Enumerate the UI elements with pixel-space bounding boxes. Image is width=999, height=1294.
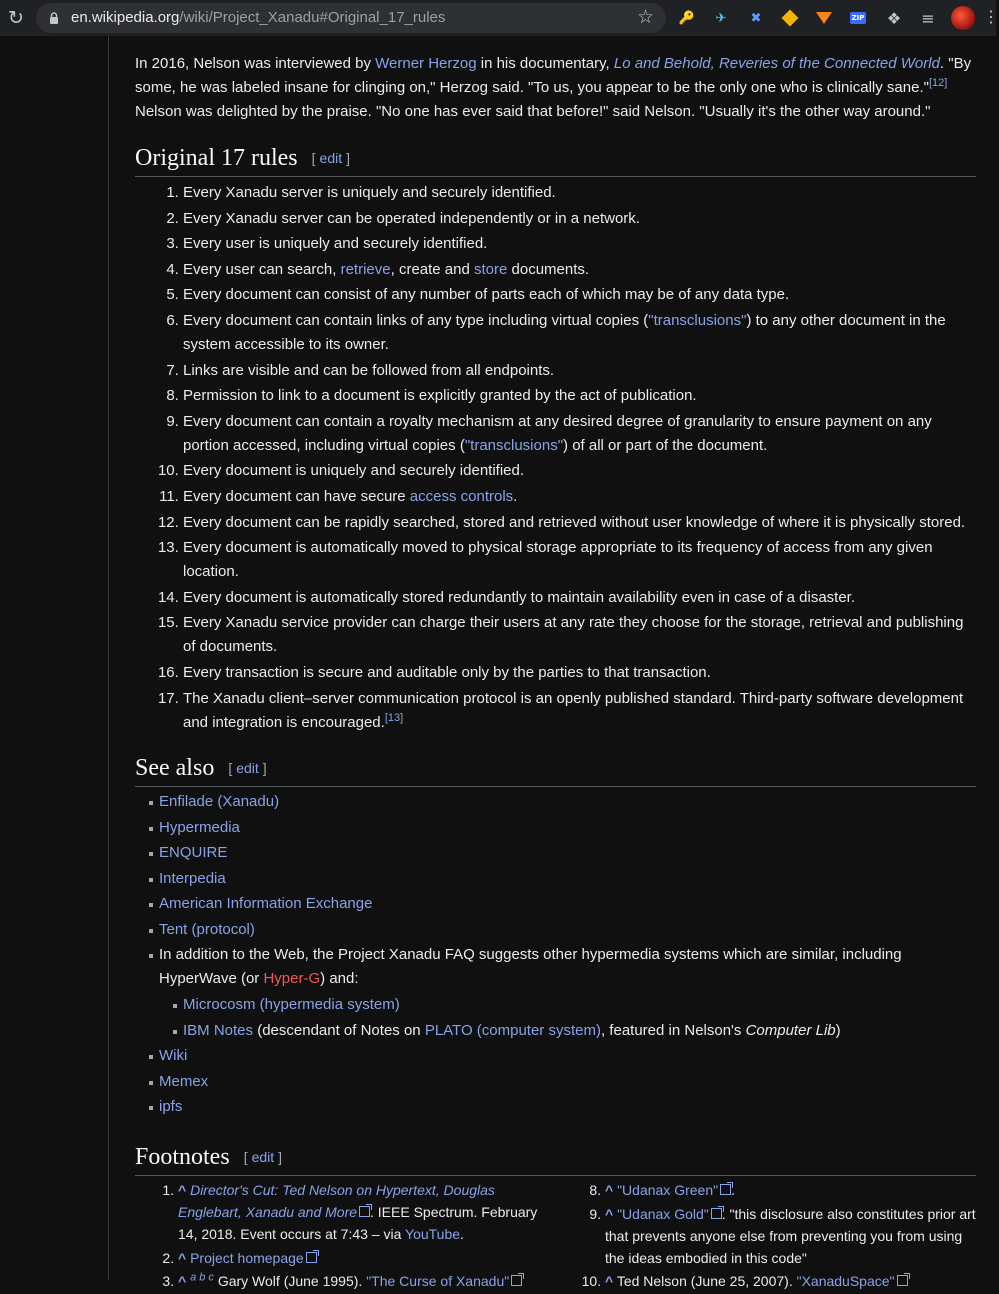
list-item: 2. Every Xanadu server can be operated independently or in a network. [183,207,976,231]
list-item: 12. Every document can be rapidly searched, stored and retrieved without user knowledge of where it is physically stored. [183,511,976,535]
external-link-icon [720,1184,731,1195]
rules-list [135,181,976,736]
footnote-backlink[interactable]: ^ [605,1273,614,1289]
extension-key-icon[interactable]: 🔑 [678,10,696,26]
list-item [159,892,976,916]
link-ipfs[interactable]: ipfs [159,1098,183,1115]
profile-avatar[interactable] [951,6,975,30]
link-hypermedia[interactable]: Hypermedia [159,818,240,836]
footnotes-column-left [135,1179,545,1294]
heading-original-17-rules: Original 17 rules [ edit ] [135,142,976,177]
link-curse-of-xanadu[interactable]: "The Curse of Xanadu" [366,1273,510,1289]
heading-see-also: See also [ edit ] [135,752,976,787]
list-item [159,867,976,891]
footnotes-column-right [562,1179,976,1294]
external-link-icon [711,1208,722,1219]
url-text: en.wikipedia.org/wiki/Project_Xanadu#Original_17_rules [71,9,446,26]
external-link-icon [511,1275,522,1286]
link-directors-cut[interactable]: Director's Cut: Ted Nelson on Hypertext, Douglas Englebart, Xanadu and More [178,1182,495,1220]
footnote-backlinks-abc[interactable]: a b c [190,1271,214,1284]
list-item: 7. Links are visible and can be followed from all endpoints. [183,359,976,383]
heading-footnotes: Footnotes [ edit ] [135,1141,976,1176]
edit-section-see-also: [ edit ] [228,760,267,776]
link-hyper-g[interactable]: Hyper-G [263,970,321,987]
link-memex[interactable]: Memex [159,1072,209,1090]
link-enquire[interactable]: ENQUIRE [159,844,228,861]
address-bar[interactable] [36,3,666,33]
list-item [159,918,976,942]
footnote-backlink[interactable]: ^ [605,1205,614,1222]
extension-cube-icon[interactable] [779,7,801,29]
footnote-item: 9. ^ "Udanax Gold" . "this disclosure also constitutes prior art that prevents anyone else from preventing you from using the ideas embodied in this code" [605,1203,976,1269]
list-item: 5. Every document can consist of any number of parts each of which may be of any data type. [183,283,976,307]
link-udanax-gold[interactable]: "Udanax Gold" [617,1205,709,1222]
list-item [159,1095,976,1119]
intro-paragraph: In 2016, Nelson was interviewed by Werner Herzog in his documentary, Lo and Behold, Reveries of the Connected World. "By some, he was labeled insane for clinging on," Herzog said. "To us, you appear to be the only one who is clinically sane."[12] Nelson was delighted by the praise. "No one has ever said that before!" said Nelson. "Usually it's the other way around." [135,55,972,120]
edit-link-footnotes[interactable]: edit [251,1149,275,1165]
link-youtube[interactable]: YouTube [405,1226,461,1242]
reload-icon[interactable]: ↻ [8,7,24,29]
ref-13[interactable]: [13] [384,711,404,724]
edit-link-see-also[interactable]: edit [236,760,259,776]
link-udanax-green[interactable]: "Udanax Green" [617,1182,719,1198]
link-plato[interactable]: PLATO (computer system) [424,1021,601,1039]
list-item [183,993,976,1017]
link-project-homepage[interactable]: Project homepage [190,1249,304,1266]
list-item: In addition to the Web, the Project Xanadu FAQ suggests other hypermedia systems which are similar, including HyperWave (or Hyper-G) and: Microcosm (hypermedia system) IBM Notes (descendant of Notes on PLATO (computer system), featured in Nelson's Computer Lib) [159,943,976,1043]
list-item: 14. Every document is automatically stored redundantly to maintain availability even in case of a disaster. [183,586,976,610]
link-microcosm[interactable]: Microcosm (hypermedia system) [183,996,400,1013]
list-item: 17. The Xanadu client–server communication protocol is an openly published standard. Third-party software development and integration is encouraged.[13] [183,687,976,735]
menu-kebab-icon[interactable]: ⋮ [983,9,999,26]
footnote-item: 1. ^ Director's Cut: Ted Nelson on Hypertext, Douglas Englebart, Xanadu and More . IEEE Spectrum. February 14, 2018. Event occurs at 7:43 – via YouTube. [178,1179,545,1245]
sidebar-divider [108,36,109,1280]
link-retrieve[interactable]: retrieve [340,260,391,278]
list-item: 16. Every transaction is secure and auditable only by the parties to that transaction. [183,661,976,685]
ref-12[interactable]: [12] [928,77,948,89]
footnote-item [178,1247,545,1269]
edit-section-rules: [ edit ] [311,150,350,166]
link-werner-herzog[interactable]: Werner Herzog [375,55,477,72]
extension-zip-icon[interactable]: ZIP [851,14,865,22]
list-item: 4. Every user can search, retrieve, create and store documents. [183,258,976,282]
link-store[interactable]: store [474,260,508,278]
external-link-icon [897,1275,908,1286]
list-item: 13. Every document is automatically moved to physical storage appropriate to its frequency of access from any given location. [183,536,976,584]
link-american-information-exchange[interactable]: American Information Exchange [159,895,373,912]
external-link-icon [359,1206,370,1217]
list-item: 10. Every document is uniquely and securely identified. [183,459,976,483]
link-lo-and-behold[interactable]: Lo and Behold, Reveries of the Connected World [613,55,940,72]
list-item [159,790,976,814]
list-item [159,1044,976,1068]
link-transclusions[interactable]: "transclusions" [648,311,747,329]
footnote-backlink[interactable]: ^ [178,1182,187,1198]
link-access-controls[interactable]: access controls [409,487,514,505]
edit-section-footnotes: [ edit ] [243,1149,283,1165]
list-item: 9. Every document can contain a royalty mechanism at any desired degree of granularity to ensure payment on any portion accessed, including virtual copies ("transclusions") of all or part of the document. [183,410,976,458]
footnote-backlink[interactable]: ^ [605,1182,614,1198]
bookmark-star-icon[interactable]: ☆ [636,6,654,28]
link-ibm-notes[interactable]: IBM Notes [183,1021,254,1039]
footnote-item: 10. ^ Ted Nelson (June 25, 2007). "XanaduSpace" [605,1270,976,1292]
list-item: 8. Permission to link to a document is explicitly granted by the act of publication. [183,384,976,408]
list-item: 3. Every user is uniquely and securely identified. [183,232,976,256]
list-item: 15. Every Xanadu service provider can charge their users at any rate they choose for the storage, retrieval and publishing of documents. [183,611,976,659]
article-content [0,36,996,1289]
extension-arrows-icon[interactable]: ✖ [750,10,762,26]
external-link-icon [306,1252,317,1263]
list-item: 6. Every document can contain links of any type including virtual copies ("transclusions") to any other document in the system accessible to its owner. [183,309,976,357]
extension-puzzle-blue-icon[interactable]: ✈ [715,10,727,26]
footnote-item: 3. ^ $^{a b c}$ Gary Wolf (June 1995). "The Curse of Xanadu" [178,1270,545,1292]
media-queue-icon[interactable]: ≡ [921,8,935,28]
list-item: 1. Every Xanadu server is uniquely and securely identified. [183,181,976,205]
see-also-sublist [159,993,976,1043]
link-xanaduspace[interactable]: "XanaduSpace" [796,1273,895,1289]
list-item: IBM Notes (descendant of Notes on PLATO (computer system), featured in Nelson's Computer Lib) [183,1019,976,1043]
link-tent-protocol[interactable]: Tent (protocol) [159,920,255,938]
browser-toolbar [0,0,999,36]
list-item [159,816,976,840]
footnote-item: 8. ^ "Udanax Green" . [605,1179,976,1201]
link-transclusions-2[interactable]: "transclusions" [464,436,564,454]
link-wiki[interactable]: Wiki [159,1047,188,1064]
link-interpedia[interactable]: Interpedia [159,869,226,887]
list-item [159,841,976,865]
edit-link-rules[interactable]: edit [319,150,343,166]
extensions-puzzle-icon[interactable]: ❖ [886,8,902,28]
see-also-list [135,790,976,1121]
list-item: 11. Every document can have secure access controls. [183,485,976,509]
footnote-backlink[interactable]: ^ [178,1249,187,1266]
extension-fox-icon[interactable] [813,7,835,29]
lock-icon [49,12,59,24]
footnote-caret: ^ [178,1273,187,1289]
list-item [159,1070,976,1094]
link-enfilade[interactable]: Enfilade (Xanadu) [159,793,280,810]
